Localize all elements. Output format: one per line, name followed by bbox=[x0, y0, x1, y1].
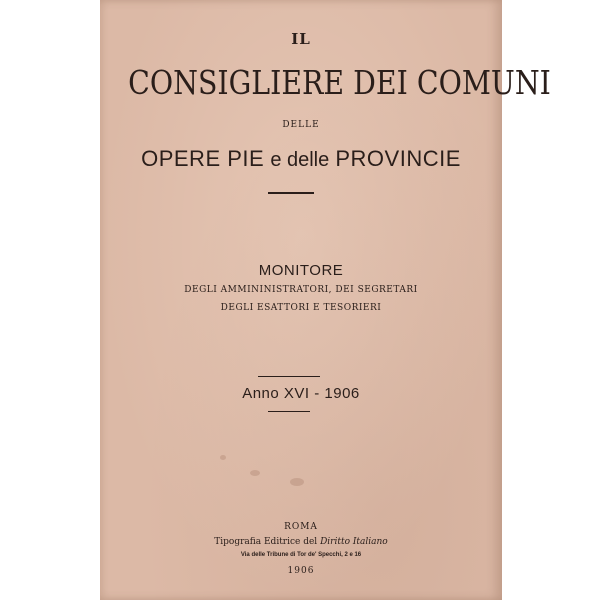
paper-stain bbox=[250, 470, 260, 476]
divider-rule bbox=[268, 192, 314, 194]
imprint-printer bbox=[100, 537, 502, 547]
monitore-line-2: DEGLI ESATTORI E TESORIERI bbox=[220, 303, 382, 313]
imprint-printer-prefix: Tipografia Editrice del bbox=[214, 537, 318, 547]
monitore-line-1: DEGLI AMMININISTRATORI, DEI SEGRETARI bbox=[184, 285, 418, 295]
subtitle-provincie: PROVINCIE bbox=[335, 146, 461, 171]
subtitle-e-delle: e delle bbox=[270, 149, 330, 171]
main-title: CONSIGLIERE DEI COMUNI bbox=[128, 63, 551, 102]
divider-rule bbox=[258, 376, 320, 377]
subtitle bbox=[100, 146, 502, 172]
volume-year: Anno XVI - 1906 bbox=[242, 385, 360, 402]
title-connector: DELLE bbox=[282, 120, 320, 130]
paper-stain bbox=[290, 478, 304, 486]
imprint-address: Via delle Tribune di Tor de' Specchi, 2 e 16 bbox=[240, 552, 362, 558]
paper-stain bbox=[220, 455, 226, 460]
imprint-year: 1906 bbox=[287, 566, 315, 576]
divider-rule bbox=[268, 411, 310, 412]
title-article: IL bbox=[291, 30, 311, 48]
subtitle-opere-pie: OPERE PIE bbox=[141, 146, 265, 171]
imprint-city: ROMA bbox=[284, 522, 318, 532]
monitore-heading: MONITORE bbox=[258, 262, 344, 279]
title-page bbox=[100, 0, 551, 600]
imprint-printer-name: Diritto Italiano bbox=[320, 537, 388, 547]
